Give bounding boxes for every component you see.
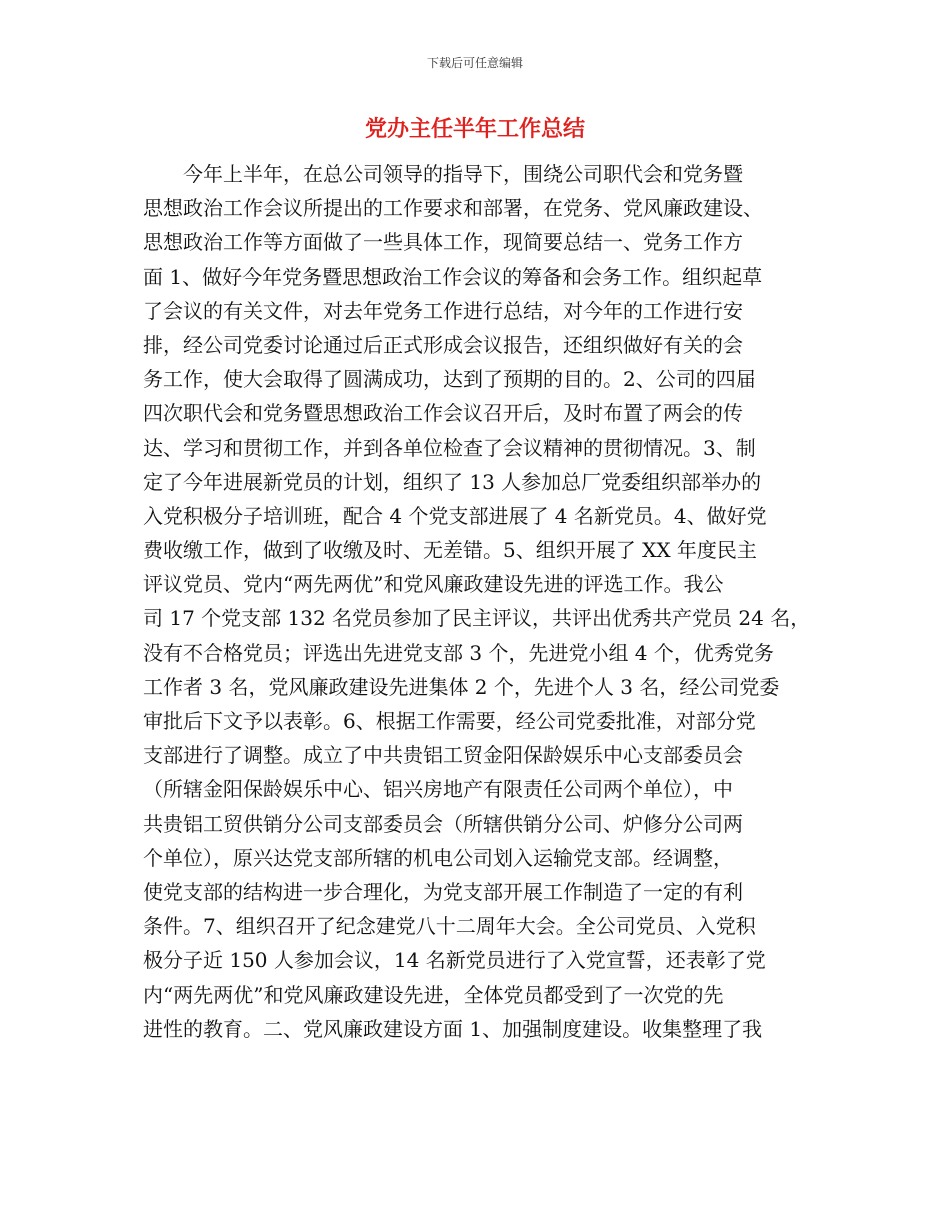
body-line: 四次职代会和党务暨思想政治工作会议召开后，及时布置了两会的传 (143, 401, 743, 426)
body-line: 使党支部的结构进一步合理化，为党支部开展工作制造了一定的有利 (143, 879, 743, 904)
body-line: 思想政治工作会议所提出的工作要求和部署，在党务、党风廉政建设、 (143, 196, 763, 221)
document-title: 党办主任半年工作总结 (364, 117, 585, 142)
body-line: 面 1、做好今年党务暨思想政治工作会议的筹备和会务工作。组织起草 (143, 264, 763, 289)
body-line: 工作者 3 名，党风廉政建设先进集体 2 个，先进个人 3 名，经公司党委 (143, 674, 780, 699)
page-header-note: 下载后可任意编辑 (426, 56, 523, 70)
body-line: 思想政治工作等方面做了一些具体工作，现简要总结一、党务工作方 (143, 230, 743, 255)
body-line: （所辖金阳保龄娱乐中心、铝兴房地产有限责任公司两个单位），中 (143, 777, 733, 802)
body-line: 评议党员、党内“两先两优”和党风廉政建设先进的评选工作。我公 (143, 572, 724, 597)
body-line: 没有不合格党员；评选出先进党支部 3 个，先进党小组 4 个，优秀党务 (143, 640, 774, 665)
body-line: 支部进行了调整。成立了中共贵铝工贸金阳保龄娱乐中心支部委员会 (143, 743, 743, 768)
body-line: 条件。7、组织召开了纪念建党八十二周年大会。全公司党员、入党积 (143, 914, 756, 939)
body-line: 排，经公司党委讨论通过后正式形成会议报告，还组织做好有关的会 (143, 332, 743, 357)
body-line: 个单位），原兴达党支部所辖的机电公司划入运输党支部。经调整， (143, 845, 733, 870)
body-line: 审批后下文予以表彰。6、根据工作需要，经公司党委批准，对部分党 (143, 709, 756, 733)
body-line: 极分子近 150 人参加会议，14 名新党员进行了入党宣誓，还表彰了党 (143, 948, 766, 973)
body-line: 了会议的有关文件，对去年党务工作进行总结，对今年的工作进行安 (143, 298, 743, 323)
body-line: 入党积极分子培训班，配合 4 个党支部进展了 4 名新党员。4、做好党 (143, 503, 767, 528)
body-line: 进性的教育。二、党风廉政建设方面 1、加强制度建设。收集整理了我 (143, 1016, 763, 1041)
body-line: 今年上半年，在总公司领导的指导下，围绕公司职代会和党务暨 (183, 162, 743, 186)
document-body (143, 157, 823, 1046)
body-line: 务工作，使大会取得了圆满成功，达到了预期的目的。2、公司的四届 (143, 367, 756, 392)
body-line: 共贵铝工贸供销分公司支部委员会（所辖供销分公司、炉修分公司两 (143, 811, 743, 836)
body-line: 内“两先两优”和党风廉政建设先进，全体党员都受到了一次党的先 (143, 982, 724, 1007)
body-line: 达、学习和贯彻工作，并到各单位检查了会议精神的贯彻情况。3、制 (143, 435, 756, 460)
body-line: 司 17 个党支部 132 名党员参加了民主评议，共评出优秀共产党员 24 名， (143, 606, 811, 631)
body-line: 定了今年进展新党员的计划，组织了 13 人参加总厂党委组织部举办的 (143, 469, 762, 494)
body-line: 费收缴工作，做到了收缴及时、无差错。5、组织开展了 XX 年度民主 (143, 538, 757, 563)
